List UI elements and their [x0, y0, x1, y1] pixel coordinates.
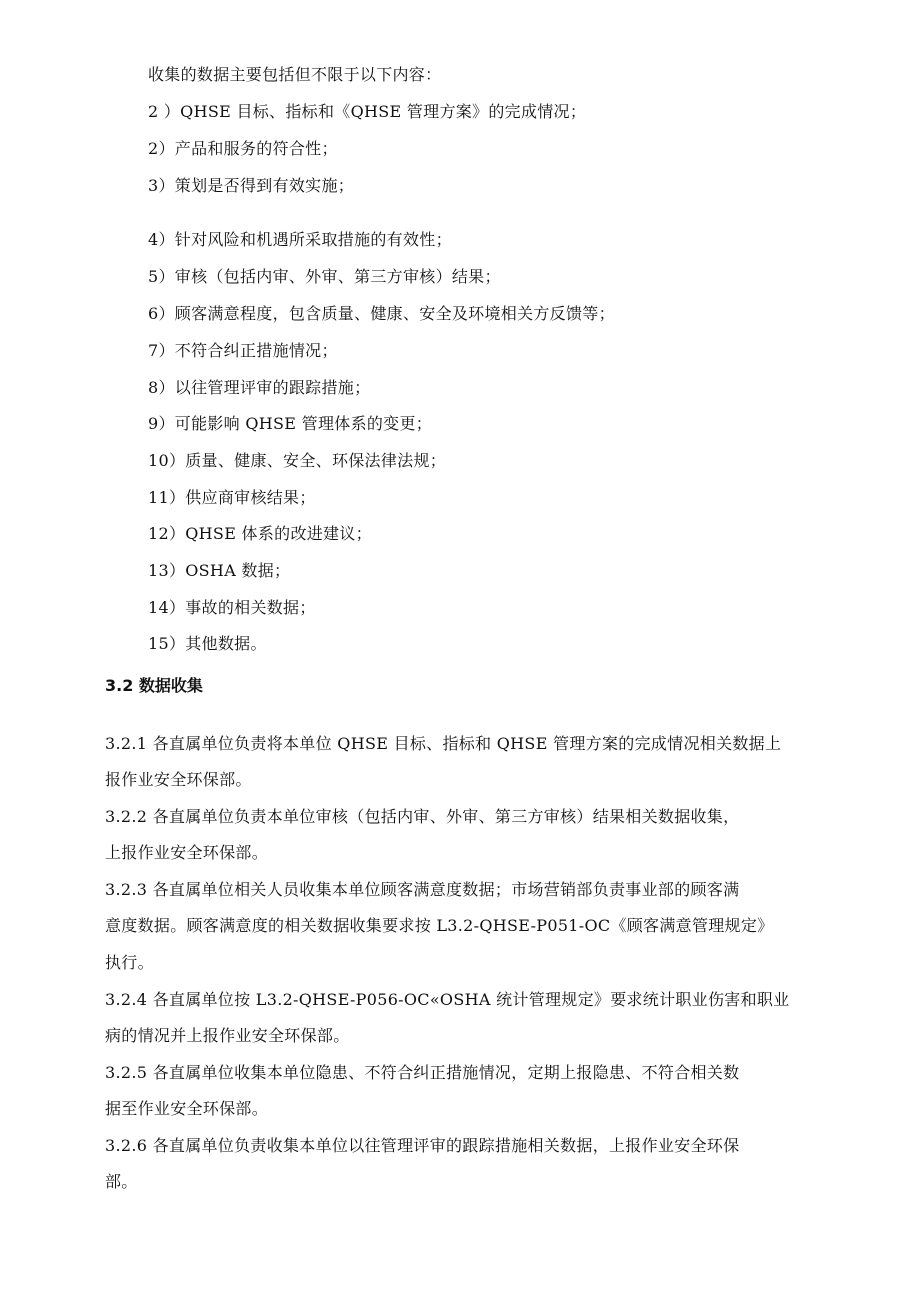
- list-item: 2）产品和服务的符合性；: [148, 139, 338, 158]
- list-item: 4）针对风险和机遇所采取措施的有效性；: [148, 230, 452, 249]
- list-item: 2 ）QHSE 目标、指标和《QHSE 管理方案》的完成情况；: [148, 102, 587, 121]
- paragraph-line: 病的情况并上报作业安全环保部。: [105, 1026, 350, 1045]
- paragraph-line: 执行。: [105, 953, 154, 972]
- list-item: 5）审核（包括内审、外审、第三方审核）结果；: [148, 267, 501, 286]
- list-item: 10）质量、健康、安全、环保法律法规；: [148, 451, 447, 470]
- paragraph-line: 报作业安全环保部。: [105, 770, 252, 789]
- paragraph-line: 3.2.5 各直属单位收集本单位隐患、不符合纠正措施情况，定期上报隐患、不符合相关数: [105, 1063, 740, 1082]
- paragraph-line: 据至作业安全环保部。: [105, 1099, 269, 1118]
- intro-text: 收集的数据主要包括但不限于以下内容：: [148, 65, 442, 84]
- list-item: 15）其他数据。: [148, 634, 267, 653]
- paragraph-line: 3.2.1 各直属单位负责将本单位 QHSE 目标、指标和 QHSE 管理方案的完成情况相关数据上: [105, 734, 782, 753]
- paragraph-line: 3.2.6 各直属单位负责收集本单位以往管理评审的跟踪措施相关数据，上报作业安全环保: [105, 1136, 740, 1155]
- list-item: 7）不符合纠正措施情况；: [148, 341, 338, 360]
- list-item: 6）顾客满意程度，包含质量、健康、安全及环境相关方反馈等；: [148, 304, 615, 323]
- section-heading: 3.2 数据收集: [105, 676, 203, 695]
- list-item: 9）可能影响 QHSE 管理体系的变更；: [148, 414, 433, 433]
- list-item: 3）策划是否得到有效实施；: [148, 176, 355, 195]
- paragraph-line: 3.2.2 各直属单位负责本单位审核（包括内审、外审、第三方审核）结果相关数据收集，: [105, 807, 740, 826]
- list-item: 11）供应商审核结果；: [148, 488, 316, 507]
- paragraph-line: 3.2.4 各直属单位按 L3.2-QHSE-P056-OC«OSHA 统计管理规定》要求统计职业伤害和职业: [105, 990, 790, 1009]
- list-item: 14）事故的相关数据；: [148, 598, 316, 617]
- list-item: 8）以往管理评审的跟踪措施；: [148, 378, 371, 397]
- list-item: 12）QHSE 体系的改进建议；: [148, 524, 372, 543]
- paragraph-line: 部。: [105, 1172, 138, 1191]
- paragraph-line: 意度数据。顾客满意度的相关数据收集要求按 L3.2-QHSE-P051-OC《顾客满意管理规定》: [105, 916, 774, 935]
- list-item: 13）OSHA 数据；: [148, 561, 291, 580]
- paragraph-line: 上报作业安全环保部。: [105, 843, 269, 862]
- paragraph-line: 3.2.3 各直属单位相关人员收集本单位顾客满意度数据；市场营销部负责事业部的顾客满: [105, 880, 740, 899]
